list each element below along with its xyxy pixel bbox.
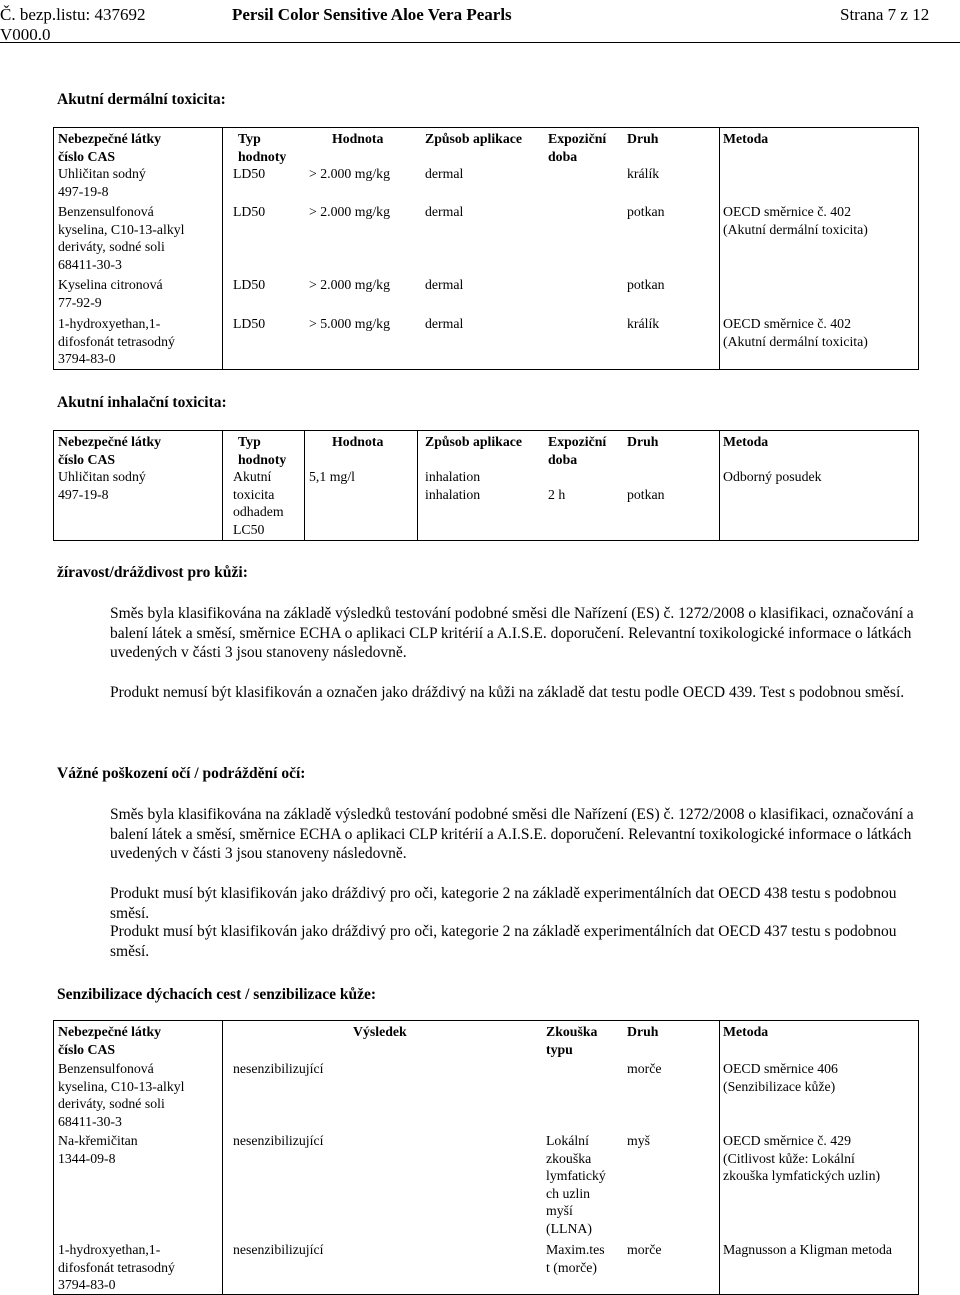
table-row-type: LD50 — [233, 316, 266, 331]
col-header-test: Zkouška typu — [546, 1024, 598, 1057]
table-row-route: dermal — [425, 166, 464, 181]
table-row-route: inhalation inhalation — [425, 469, 481, 502]
table-row-type: LD50 — [233, 166, 266, 181]
table-row-result: nesenzibilizující — [233, 1133, 324, 1148]
header-divider — [0, 42, 960, 43]
product-title: Persil Color Sensitive Aloe Vera Pearls — [232, 5, 512, 24]
skin-heading: žíravost/dráždivost pro kůži: — [57, 564, 248, 581]
page-number: Strana 7 z 12 — [840, 5, 930, 24]
col-header-route: Způsob aplikace — [425, 131, 522, 146]
table-row-value: > 2.000 mg/kg — [309, 277, 390, 292]
inhal-heading: Akutní inhalační toxicita: — [57, 394, 227, 411]
table-row-test: Lokální zkouška lymfatický ch uzlin myší (LLNA) — [546, 1133, 606, 1236]
col-header-species: Druh — [627, 131, 659, 146]
table-row-value: > 2.000 mg/kg — [309, 166, 390, 181]
table-row-method: OECD směrnice č. 429 (Citlivost kůže: Lokální zkouška lymfatických uzlin) — [723, 1133, 881, 1184]
col-header-species: Druh — [627, 1024, 659, 1039]
table-row-type: LD50 — [233, 204, 266, 219]
table-row-result: nesenzibilizující — [233, 1061, 324, 1076]
table-row-species: králík — [627, 316, 660, 331]
col-header-type: Typ hodnoty — [238, 131, 287, 164]
eye-heading: Vážné poškození očí / podráždění očí: — [57, 765, 306, 782]
table-row-method: Magnusson a Kligman metoda — [723, 1242, 892, 1257]
table-row-route: dermal — [425, 204, 464, 219]
table-row-substance: Na-křemičitan 1344-09-8 — [58, 1133, 138, 1166]
col-header-value: Hodnota — [332, 131, 384, 146]
col-header-substance: Nebezpečné látky číslo CAS — [58, 434, 162, 467]
column-divider — [222, 431, 223, 540]
table-row-substance: Kyselina citronová 77-92-9 — [58, 277, 163, 310]
table-row-species: potkan — [627, 487, 665, 502]
table-row-substance: Benzensulfonová kyselina, C10-13-alkyl deriváty, sodné soli 68411-30-3 — [58, 1061, 185, 1129]
dermal-table — [53, 127, 919, 370]
col-header-value: Hodnota — [332, 434, 384, 449]
column-divider — [222, 128, 223, 369]
column-divider — [222, 1021, 223, 1294]
doc-version: V000.0 — [0, 25, 51, 44]
table-row-route: dermal — [425, 316, 464, 331]
table-row-test: Maxim.tes t (morče) — [546, 1242, 605, 1275]
column-divider — [417, 431, 418, 540]
col-header-substance: Nebezpečné látky číslo CAS — [58, 1024, 162, 1057]
table-row-type: Akutní toxicita odhadem LC50 — [233, 469, 284, 537]
eye-paragraph-1: Směs byla klasifikována na základě výsledků testování podobné směsi dle Nařízení (ES) č. 1272/2008 o klasifikaci, označování a balení látek a směsí, směrnice ECHA o aplikaci CLP kritérií a A.I.S.E. doporučení. Relevantní toxikologické informace o látkách uvedených v části 3 jsou stanoveny následovně. — [110, 806, 914, 862]
table-row-method: Odborný posudek — [723, 469, 822, 484]
eye-paragraph-3: Produkt musí být klasifikován jako dráždivý pro oči, kategorie 2 na základě experimentálních dat OECD 437 testu s podobnou směsí. — [110, 923, 897, 960]
table-row-substance: Uhličitan sodný 497-19-8 — [58, 469, 146, 502]
column-divider — [304, 431, 305, 540]
table-row-value: 5,1 mg/l — [309, 469, 355, 484]
col-header-type: Typ hodnoty — [238, 434, 287, 467]
table-row-species: potkan — [627, 204, 665, 219]
column-divider — [719, 1021, 720, 1294]
skin-paragraph-2: Produkt nemusí být klasifikován a označen jako dráždivý na kůži na základě dat testu podle OECD 439. Test s podobnou směsí. — [110, 684, 905, 701]
table-row-value: > 2.000 mg/kg — [309, 204, 390, 219]
table-row-method: OECD směrnice č. 402 (Akutní dermální toxicita) — [723, 204, 868, 237]
sens-table — [53, 1020, 919, 1295]
col-header-exposure: Expoziční doba — [548, 131, 607, 164]
table-row-method: OECD směrnice 406 (Senzibilizace kůže) — [723, 1061, 838, 1094]
table-row-species: králík — [627, 166, 660, 181]
table-row-exposure: 2 h — [548, 487, 566, 502]
column-divider — [719, 128, 720, 369]
table-row-species: potkan — [627, 277, 665, 292]
col-header-exposure: Expoziční doba — [548, 434, 607, 467]
col-header-species: Druh — [627, 434, 659, 449]
col-header-method: Metoda — [723, 131, 769, 146]
column-divider — [719, 431, 720, 540]
table-row-substance: 1-hydroxyethan,1- difosfonát tetrasodný 3794-83-0 — [58, 1242, 175, 1293]
col-header-method: Metoda — [723, 1024, 769, 1039]
table-row-substance: Uhličitan sodný 497-19-8 — [58, 166, 146, 199]
col-header-result: Výsledek — [353, 1024, 407, 1039]
eye-paragraph-2: Produkt musí být klasifikován jako dráždivý pro oči, kategorie 2 na základě experimentálních dat OECD 438 testu s podobnou směsí. — [110, 885, 897, 922]
table-row-species: morče — [627, 1061, 662, 1076]
table-row-result: nesenzibilizující — [233, 1242, 324, 1257]
col-header-substance: Nebezpečné látky číslo CAS — [58, 131, 162, 164]
table-row-species: morče — [627, 1242, 662, 1257]
table-row-route: dermal — [425, 277, 464, 292]
inhal-table — [53, 430, 919, 541]
sens-heading: Senzibilizace dýchacích cest / senzibilizace kůže: — [57, 986, 376, 1003]
table-row-substance: Benzensulfonová kyselina, C10-13-alkyl deriváty, sodné soli 68411-30-3 — [58, 204, 185, 272]
col-header-route: Způsob aplikace — [425, 434, 522, 449]
table-row-type: LD50 — [233, 277, 266, 292]
skin-paragraph-1: Směs byla klasifikována na základě výsledků testování podobné směsi dle Nařízení (ES) č. 1272/2008 o klasifikaci, označování a balení látek a směsí, směrnice ECHA o aplikaci CLP kritérií a A.I.S.E. doporučení. Relevantní toxikologické informace o látkách uvedených v části 3 jsou stanoveny následovně. — [110, 605, 914, 661]
doc-number: Č. bezp.listu: 437692 — [0, 5, 146, 24]
col-header-method: Metoda — [723, 434, 769, 449]
table-row-species: myš — [627, 1133, 650, 1148]
table-row-substance: 1-hydroxyethan,1- difosfonát tetrasodný 3794-83-0 — [58, 316, 175, 367]
table-row-method: OECD směrnice č. 402 (Akutní dermální toxicita) — [723, 316, 868, 349]
dermal-heading: Akutní dermální toxicita: — [57, 91, 226, 108]
table-row-value: > 5.000 mg/kg — [309, 316, 390, 331]
